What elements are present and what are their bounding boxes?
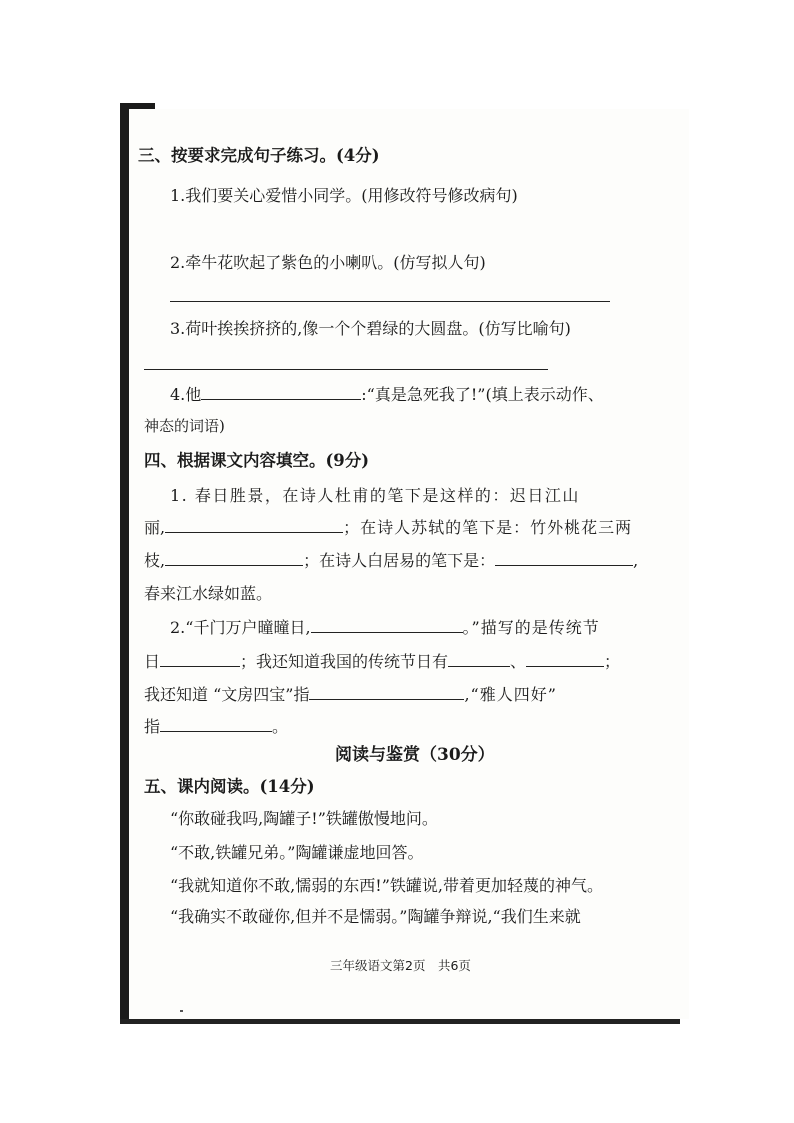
reading-p3: “我就知道你不敢,懦弱的东西!”铁罐说,带着更加轻蔑的神气。 <box>170 876 603 895</box>
text-su-shi: ；在诗人苏轼的笔下是：竹外桃花三两 <box>343 518 633 537</box>
reading-p4: “我确实不敢碰你,但并不是懦弱。”陶罐争辩说,“我们生来就 <box>170 907 581 926</box>
text-ri: 日 <box>144 652 161 671</box>
section4-q1-line3 <box>144 550 638 572</box>
section3-q2: 2.牵牛花吹起了紫色的小喇叭。(仿写拟人句) <box>170 253 486 272</box>
scan-speck <box>180 1010 183 1012</box>
section3-q1: 1.我们要关心爱惜小同学。(用修改符号修改病句) <box>170 186 518 205</box>
text-other-festivals: ；我还知道我国的传统节日有 <box>240 652 449 671</box>
blank-festival-name[interactable] <box>160 651 240 667</box>
answer-line-q2[interactable] <box>170 301 610 302</box>
reading-p2: “不敢,铁罐兄弟。”陶罐谦虚地回答。 <box>170 843 424 862</box>
section4-title: 四、根据课文内容填空。(9分) <box>144 451 370 470</box>
answer-line-q3[interactable] <box>144 369 548 370</box>
text-zhi2: 指 <box>144 717 161 736</box>
text-dun: 、 <box>510 652 527 671</box>
text-comma: , <box>633 551 639 570</box>
blank-yaren[interactable] <box>160 716 272 732</box>
text-wenfang: 我还知道 “文房四宝”指 <box>144 685 310 704</box>
section3-q3: 3.荷叶挨挨挤挤的,像一个个碧绿的大圆盘。(仿写比喻句) <box>170 319 571 338</box>
text-period: 。 <box>272 717 289 736</box>
section4-q2-line1 <box>170 617 600 639</box>
section4-q1-line2 <box>144 517 632 539</box>
reading-heading: 阅读与鉴赏（30分） <box>335 745 495 765</box>
section3-title: 三、按要求完成句子练习。(4分) <box>138 146 380 165</box>
text-festival: 。”描写的是传统节 <box>462 618 600 637</box>
section4-q1-line4: 春来江水绿如蓝。 <box>144 584 273 603</box>
scan-edge-bottom <box>120 1019 680 1024</box>
section3-q4-cont: 神态的词语) <box>144 417 225 435</box>
blank-bai-juyi[interactable] <box>495 550 633 566</box>
page-footer: 三年级语文第2页 共6页 <box>330 958 471 973</box>
section5-title: 五、课内阅读。(14分) <box>144 777 315 796</box>
text-bai-juyi: ；在诗人白居易的笔下是： <box>303 551 496 570</box>
text-zhi: 枝, <box>144 551 166 570</box>
text-li: 丽, <box>144 518 166 537</box>
text-qian-men: 2.“千门万户曈曈日, <box>170 618 311 637</box>
section4-q2-line3 <box>144 684 557 706</box>
blank-q4[interactable] <box>201 384 361 400</box>
text-semicolon: ； <box>604 652 621 671</box>
section4-q2-line2 <box>144 651 620 673</box>
text-yaren: ,“雅人四好” <box>464 685 557 704</box>
reading-p1: “你敢碰我吗,陶罐子!”铁罐傲慢地问。 <box>170 809 438 828</box>
blank-festival-1[interactable] <box>448 651 510 667</box>
blank-qian-men[interactable] <box>311 617 463 633</box>
section3-q4 <box>170 384 604 406</box>
blank-wenfang[interactable] <box>309 684 464 700</box>
section4-q2-line4 <box>144 716 288 738</box>
section3-q4-pre: 4.他 <box>170 385 202 404</box>
section3-q4-post: :“真是急死我了!”(填上表示动作、 <box>361 385 604 404</box>
scan-edge-left <box>120 103 129 1023</box>
section4-q1-line1: 1. 春日胜景，在诗人杜甫的笔下是这样的：迟日江山 <box>170 486 580 505</box>
blank-festival-2[interactable] <box>526 651 604 667</box>
blank-su-shi-line[interactable] <box>165 517 343 533</box>
blank-zhu-wai[interactable] <box>165 550 303 566</box>
